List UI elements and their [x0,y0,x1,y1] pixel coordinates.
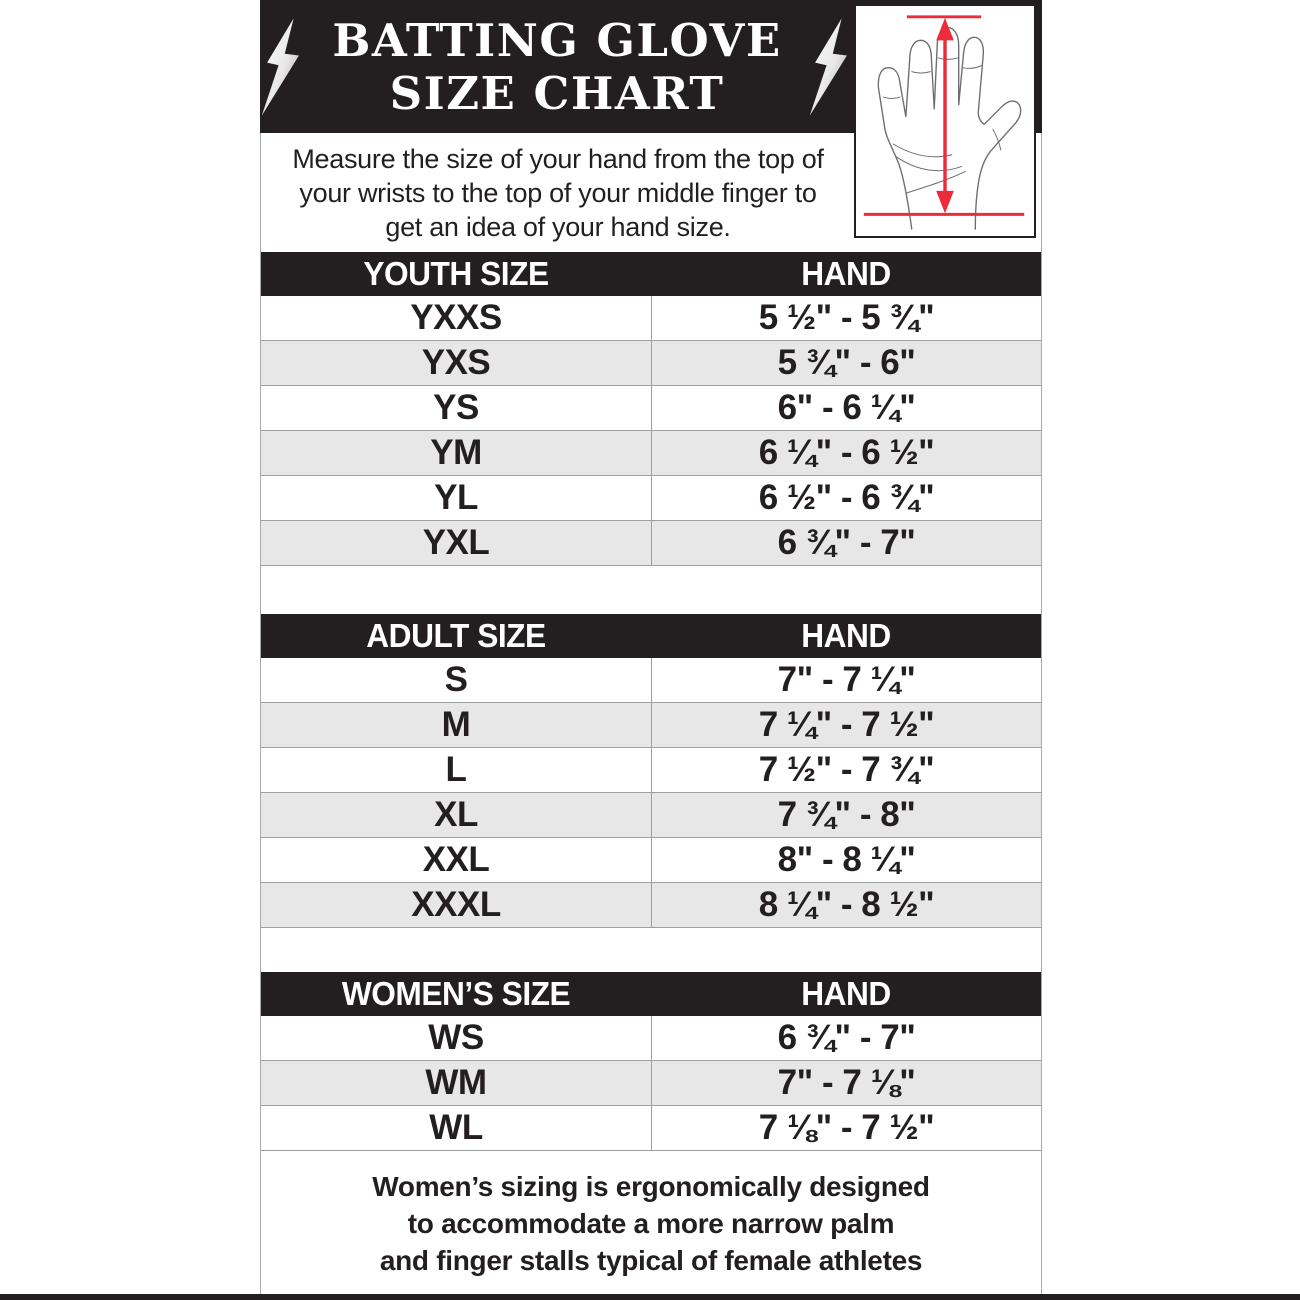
youth-hand-column-header: HAND [801,255,891,292]
size-cell: YXS [421,343,491,382]
womens-table-header [261,972,1041,1016]
note-line2: to accommodate a more narrow palm [407,1207,895,1239]
hand-illustration [856,6,1034,236]
hand-range-cell: 6 ¼" - 6 ½" [651,431,1041,475]
table-gap [261,928,1041,972]
chart-content-column [260,0,1042,1296]
hand-range-cell: 6 ¾" - 7" [651,521,1041,565]
size-cell: YS [433,388,479,427]
table-row [261,476,1041,521]
womens-sizing-note [261,1151,1041,1296]
table-row [261,386,1041,431]
hand-range-cell: 8" - 8 ¼" [651,838,1041,882]
page-title [332,14,781,120]
size-cell: YL [434,478,478,517]
chart-body [260,133,1042,1296]
size-cell: XXXL [411,885,501,924]
table-row [261,1061,1041,1106]
size-cell: YXL [422,523,490,562]
hand-range-cell: 6" - 6 ¼" [651,386,1041,430]
lightning-bolt-icon [808,15,854,119]
size-cell: XL [434,795,478,834]
table-row [261,838,1041,883]
adult-size-column-header: ADULT SIZE [366,617,546,654]
header-title-group [260,14,854,120]
table-row [261,883,1041,928]
table-row [261,658,1041,703]
hand-range-cell: 7 ¾" - 8" [651,793,1041,837]
hand-range-cell: 6 ½" - 6 ¾" [651,476,1041,520]
hand-range-cell: 7 ½" - 7 ¾" [651,748,1041,792]
hand-range-cell: 5 ½" - 5 ¾" [651,296,1041,340]
table-row [261,341,1041,386]
size-cell: M [441,705,471,744]
note-line1: Women’s sizing is ergonomically designed [372,1170,930,1202]
hand-range-cell: 7" - 7 ¼" [651,658,1041,702]
hand-range-cell: 7 ¼" - 7 ½" [651,703,1041,747]
youth-table-header [261,252,1041,296]
youth-size-column-header: YOUTH SIZE [363,255,549,292]
hand-measurement-diagram [854,4,1036,238]
size-cell: WL [429,1108,483,1147]
table-row [261,748,1041,793]
hand-range-cell: 8 ¼" - 8 ½" [651,883,1041,927]
lightning-bolt-icon [260,15,306,119]
table-row [261,1106,1041,1151]
table-row [261,1016,1041,1061]
measure-instructions-text [261,142,855,244]
size-cell: XXL [422,840,490,879]
hand-range-cell: 6 ¾" - 7" [651,1016,1041,1060]
page-title-line2: SIZE CHART [389,66,725,120]
instructions-line3: get an idea of your hand size. [385,211,731,242]
page-title-line1: BATTING GLOVE [332,13,782,67]
instructions-line2: your wrists to the top of your middle finger to [299,177,817,208]
note-line3: and finger stalls typical of female athletes [379,1244,923,1276]
adult-table-header [261,614,1041,658]
hand-range-cell: 7 ⅛" - 7 ½" [651,1106,1041,1150]
hand-range-cell: 7" - 7 ⅛" [651,1061,1041,1105]
table-row [261,431,1041,476]
size-cell: S [444,660,468,699]
womens-size-column-header: WOMEN’S SIZE [341,975,571,1012]
table-row [261,521,1041,566]
table-row [261,703,1041,748]
table-row [261,296,1041,341]
womens-hand-column-header: HAND [801,975,891,1012]
size-cell: WM [425,1063,487,1102]
size-cell: L [445,750,467,789]
hand-range-cell: 5 ¾" - 6" [651,341,1041,385]
instructions-line1: Measure the size of your hand from the top of [292,143,824,174]
size-cell: YXXS [410,298,502,337]
table-row [261,793,1041,838]
bottom-black-strip [0,1294,1300,1300]
adult-hand-column-header: HAND [801,617,891,654]
size-cell: WS [428,1018,484,1057]
size-cell: YM [430,433,482,472]
table-gap [261,566,1041,614]
